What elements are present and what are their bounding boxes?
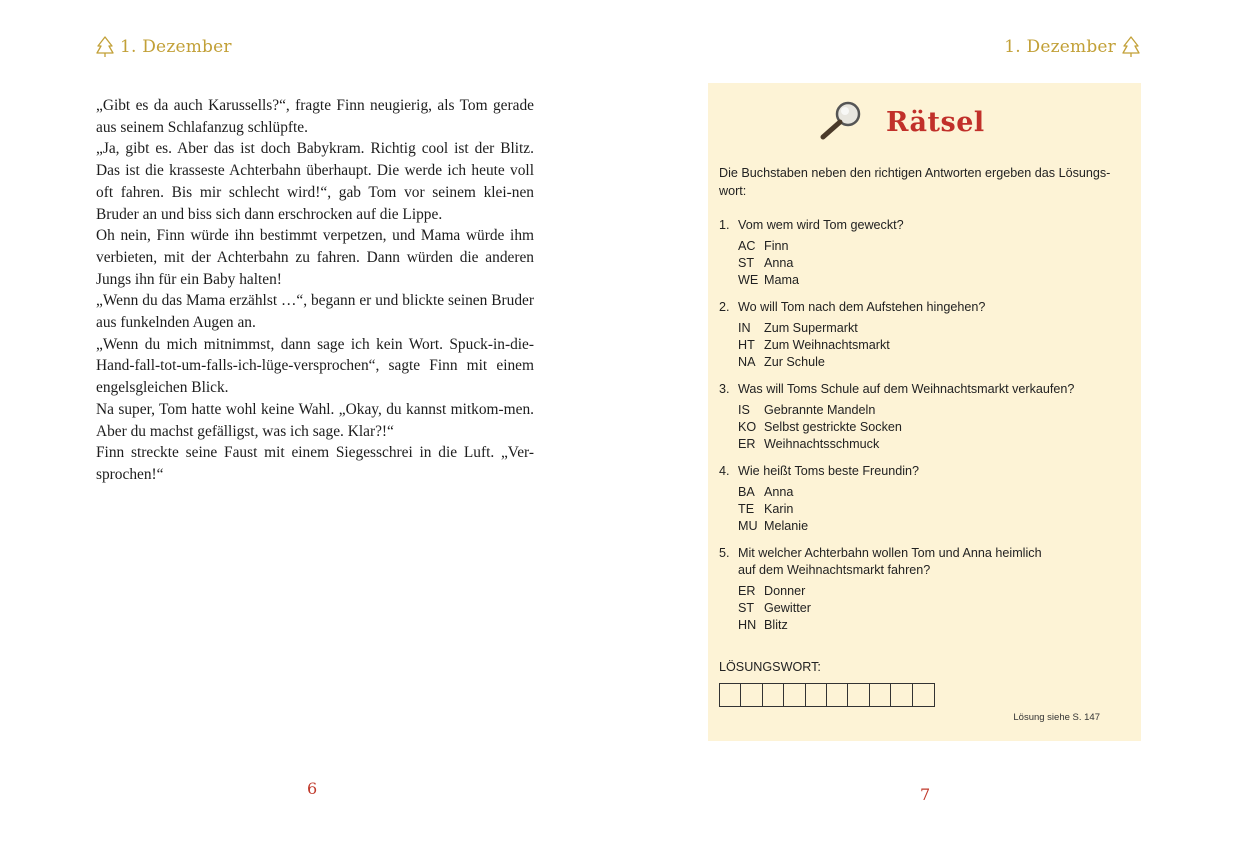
answer-option bbox=[738, 337, 1129, 354]
solution-letter-box[interactable] bbox=[763, 684, 784, 706]
answer-option bbox=[738, 238, 1129, 255]
question-text: Wo will Tom nach dem Aufstehen hingehen? bbox=[738, 300, 986, 314]
puzzle-title-row bbox=[818, 99, 985, 146]
page-number-right: 7 bbox=[920, 785, 931, 804]
page-number-left: 6 bbox=[307, 779, 318, 798]
answer-option bbox=[738, 255, 1129, 272]
tree-icon bbox=[96, 36, 114, 58]
magnifier-icon bbox=[818, 99, 864, 146]
option-text: Gewitter bbox=[764, 601, 811, 615]
answer-option bbox=[738, 272, 1129, 289]
question-number: 4. bbox=[719, 464, 730, 478]
option-text: Selbst gestrickte Socken bbox=[764, 420, 902, 434]
answer-option bbox=[738, 583, 1129, 600]
option-text: Anna bbox=[764, 256, 794, 270]
option-text: Finn bbox=[764, 239, 789, 253]
option-text: Zur Schule bbox=[764, 355, 825, 369]
option-code: ER bbox=[738, 437, 756, 451]
option-text: Gebrannte Mandeln bbox=[764, 403, 876, 417]
chapter-title-left: 1. Dezember bbox=[120, 37, 232, 57]
option-code: HN bbox=[738, 618, 757, 632]
question-number: 5. bbox=[719, 546, 730, 560]
option-code: ST bbox=[738, 601, 755, 615]
tree-icon bbox=[1122, 36, 1140, 58]
solution-letter-box[interactable] bbox=[720, 684, 741, 706]
option-code: IN bbox=[738, 321, 751, 335]
answer-option bbox=[738, 419, 1129, 436]
story-paragraph: Oh nein, Finn würde ihn bestimmt verpetzen, und Mama würde ihm verbieten, mit der Achterbahn zu fahren. Dann würden die anderen Jungs ihn für ein Baby halten! bbox=[96, 227, 534, 288]
option-text: Zum Weihnachtsmarkt bbox=[764, 338, 890, 352]
answer-option bbox=[738, 501, 1129, 518]
answer-option bbox=[738, 617, 1129, 634]
story-paragraph: „Wenn du mich mitnimmst, dann sage ich kein Wort. Spuck-in-die-Hand-fall-tot-um-falls-ich-lüge-versprochen“, sagte Finn mit einem engelsgleichen Blick. bbox=[96, 335, 534, 397]
question-text: Wie heißt Toms beste Freundin? bbox=[738, 464, 920, 478]
answer-option bbox=[738, 600, 1129, 617]
question-text: Was will Toms Schule auf dem Weihnachtsmarkt verkaufen? bbox=[738, 382, 1075, 396]
option-text: Zum Supermarkt bbox=[764, 321, 858, 335]
option-code: TE bbox=[738, 502, 755, 516]
puzzle-box bbox=[708, 83, 1141, 741]
solution-letter-box[interactable] bbox=[741, 684, 762, 706]
option-code: ER bbox=[738, 584, 756, 598]
question-item bbox=[719, 381, 1129, 453]
story-paragraph: Na super, Tom hatte wohl keine Wahl. „Okay, du kannst mitkom-men. Aber du machst gefälligst, was ich sage. Klar?!“ bbox=[96, 400, 534, 440]
question-item bbox=[719, 299, 1129, 371]
story-paragraph: „Ja, gibt es. Aber das ist doch Babykram. Richtig cool ist der Blitz. Das ist die krasseste Achterbahn überhaupt. Die werde ich heute voll oft fahren. Bis mir schlecht wird!“, gab Tom vor seinem klei-nen Bruder an und biss sich dann erschrocken auf die Lippe. bbox=[96, 140, 534, 223]
story-paragraph: „Gibt es da auch Karussells?“, fragte Finn neugierig, als Tom gerade aus seinem Schlafanzug schlüpfte. bbox=[96, 97, 534, 136]
solution-letter-box[interactable] bbox=[870, 684, 891, 706]
answer-option bbox=[738, 518, 1129, 535]
solution-reference: Lösung siehe S. 147 bbox=[1013, 712, 1100, 723]
question-item bbox=[719, 463, 1129, 535]
story-text bbox=[96, 95, 534, 486]
question-list bbox=[719, 217, 1129, 644]
option-code: KO bbox=[738, 420, 757, 434]
question-text: Mit welcher Achterbahn wollen Tom und Anna heimlich auf dem Weihnachtsmarkt fahren? bbox=[738, 546, 1042, 577]
chapter-header-left bbox=[96, 34, 232, 60]
option-text: Weihnachtsschmuck bbox=[764, 437, 880, 451]
answer-option bbox=[738, 436, 1129, 453]
answer-option bbox=[738, 354, 1129, 371]
answer-option bbox=[738, 320, 1129, 337]
story-paragraph: „Wenn du das Mama erzählst …“, begann er und blickte seinen Bruder aus funkelnden Augen an. bbox=[96, 292, 534, 332]
option-code: BA bbox=[738, 485, 755, 499]
option-text: Mama bbox=[764, 273, 799, 287]
chapter-header-right bbox=[1004, 34, 1140, 60]
answer-option bbox=[738, 484, 1129, 501]
option-code: AC bbox=[738, 239, 756, 253]
question-item bbox=[719, 545, 1129, 634]
option-code: IS bbox=[738, 403, 750, 417]
option-code: MU bbox=[738, 519, 758, 533]
question-item bbox=[719, 217, 1129, 289]
option-text: Blitz bbox=[764, 618, 788, 632]
solution-letter-box[interactable] bbox=[848, 684, 869, 706]
puzzle-title: Rätsel bbox=[886, 107, 985, 138]
option-code: NA bbox=[738, 355, 756, 369]
chapter-title-right: 1. Dezember bbox=[1004, 37, 1116, 57]
option-code: WE bbox=[738, 273, 759, 287]
option-text: Karin bbox=[764, 502, 794, 516]
solution-letter-box[interactable] bbox=[806, 684, 827, 706]
answer-option bbox=[738, 402, 1129, 419]
puzzle-intro: Die Buchstaben neben den richtigen Antworten ergeben das Lösungs-wort: bbox=[719, 166, 1111, 198]
option-text: Donner bbox=[764, 584, 806, 598]
solution-letter-box[interactable] bbox=[913, 684, 934, 706]
story-paragraph: Finn streckte seine Faust mit einem Siegesschrei in die Luft. „Ver-sprochen!“ bbox=[96, 444, 534, 483]
solution-label: LÖSUNGSWORT: bbox=[719, 660, 821, 674]
option-text: Anna bbox=[764, 485, 794, 499]
question-number: 2. bbox=[719, 300, 730, 314]
question-number: 1. bbox=[719, 218, 730, 232]
option-text: Melanie bbox=[764, 519, 809, 533]
question-number: 3. bbox=[719, 382, 730, 396]
solution-letter-box[interactable] bbox=[891, 684, 912, 706]
solution-letter-box[interactable] bbox=[784, 684, 805, 706]
solution-grid bbox=[719, 683, 935, 707]
option-code: ST bbox=[738, 256, 755, 270]
option-code: HT bbox=[738, 338, 755, 352]
question-text: Vom wem wird Tom geweckt? bbox=[738, 218, 904, 232]
solution-letter-box[interactable] bbox=[827, 684, 848, 706]
